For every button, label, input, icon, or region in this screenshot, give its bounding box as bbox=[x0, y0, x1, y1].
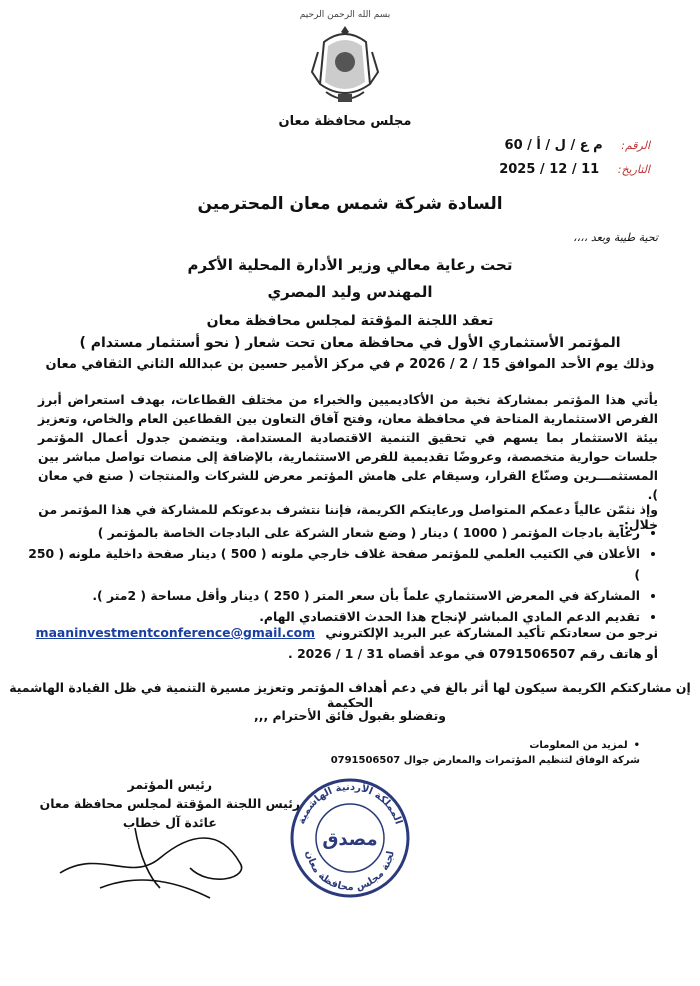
greeting: تحية طيبة وبعد ،،،، bbox=[573, 231, 658, 244]
stamp-ring-bottom: لجنة مجلس محافظة معان bbox=[303, 849, 397, 894]
patron-name: المهندس وليد المصري bbox=[267, 283, 433, 301]
option-direct-support: • تقديم الدعم المادي المباشر لإنجاح هذا الحدث الاقتصادي الهام. bbox=[20, 606, 640, 627]
reference-number-label: الرقم: bbox=[621, 139, 650, 152]
reference-block bbox=[499, 134, 650, 182]
signatory-name: عائدة آل خطاب bbox=[122, 815, 217, 830]
basmala: بسم الله الرحمن الرحيم bbox=[299, 10, 391, 20]
contact-phone-line: أو هاتف رقم 0791506507 في موعد أقصاه 31 / 1 / 2026 . bbox=[288, 646, 658, 661]
signatory-role-1: رئيس المؤتمر bbox=[127, 777, 212, 792]
contact-text: نرجو من سعادتكم تأكيد المشاركة عبر البريد الإلكتروني bbox=[325, 625, 658, 640]
contact-email-line bbox=[36, 625, 658, 640]
reference-date-label: التاريخ: bbox=[617, 163, 650, 176]
reference-date-value: 11 / 12 / 2025 bbox=[499, 162, 600, 177]
signatory-role-2: رئيس اللجنة المؤقتة لمجلس محافظة معان bbox=[39, 796, 300, 811]
reference-date-row bbox=[499, 158, 650, 182]
official-seal-stamp bbox=[280, 770, 420, 900]
jordan-coat-of-arms-icon bbox=[310, 22, 380, 112]
more-info-block bbox=[80, 738, 640, 768]
addressee: السادة شركة شمس معان المحترمين bbox=[197, 194, 503, 214]
letterhead bbox=[270, 8, 420, 129]
participation-options bbox=[20, 522, 658, 627]
option-exhibition: • المشاركة في المعرض الاستثماري علماً بأن سعر المتر ( 250 ) دينار وأقل مساحة ( 2متر ). bbox=[20, 585, 640, 606]
announcement-line-3: وذلك يوم الأحد الموافق 15 / 2 / 2026 م في مركز الأمير حسين بن عبدالله الثاني الثقافي معان bbox=[45, 357, 655, 372]
invitation-line: وإذ نثمّن عالياً دعمكم المتواصل ورعايتكم الكريمة، فإننا نتشرف بدعوتكم للمشاركة في هذا المؤتمر من خلال:- bbox=[38, 502, 658, 532]
announcement-line-1: تعقد اللجنة المؤقتة لمجلس محافظة معان bbox=[206, 313, 494, 329]
patronage-line: تحت رعاية معالي وزير الأدارة المحلية الأكرم bbox=[187, 256, 513, 274]
contact-email-link[interactable]: maaninvestmentconference@gmail.com bbox=[35, 625, 316, 640]
stamp-ring-top: المملكة الأردنية الهاشمية bbox=[296, 781, 404, 826]
reference-number-row bbox=[499, 134, 650, 158]
handwritten-signature bbox=[40, 788, 280, 908]
body-paragraph: يأتي هذا المؤتمر بمشاركة نخبة من الأكاديميين والخبراء من مختلف القطاعات، بهدف استعراض أبرز الفرص الاستثمارية المتاحة في محافظة معان، وفتح آفاق التعاون بين القطاعين العام والخاص، وتعزيز بيئة الاستثمار بما يسهم في تحقيق التنمية الاقتصادية المستدامة. ويتضمن جدول أعمال المؤتمر جلسات حوارية متخصصة، وعروضًا تقديمية للفرص الاستثمارية، بالإضافة إلى منصات تواصل مباشر بين المستثمـــرين وصنّاع القرار، وسيقام على هامش المؤتمر معرض للشركات والمنتجات ( صنع في معان ). bbox=[38, 392, 658, 502]
more-info-detail: شركة الوفاق لتنظيم المؤتمرات والمعارض جوال 0791506507 bbox=[330, 755, 640, 766]
more-info-title: لمزيد من المعلومات bbox=[529, 740, 628, 751]
option-brochure-ad: • الأعلان في الكتيب العلمي للمؤتمر صفحة غلاف خارجي ملونه ( 500 ) دينار صفحة داخلية ملونه ( 250 ) bbox=[20, 543, 640, 585]
announcement-line-2: المؤتمر الأستثماري الأول في محافظة معان تحت شعار ( نحو أستثمار مستدام ) bbox=[79, 335, 621, 351]
bullet-dot-icon: • bbox=[633, 740, 640, 751]
option-badges: • رعاية بادجات المؤتمر ( 1000 ) دينار ( وضع شعار الشركة على البادجات الخاصة بالمؤتمر ) bbox=[20, 522, 640, 543]
council-name: مجلس محافظة معان bbox=[278, 114, 412, 129]
reference-number-value: م ع / ل / أ / 60 bbox=[504, 138, 603, 153]
stamp-center-text: مصدق bbox=[322, 829, 378, 850]
closing-regards: وتفضلو بقبول فائق الأحترام ,,, bbox=[254, 708, 446, 723]
closing-line: إن مشاركتكم الكريمة سيكون لها أثر بالغ في دعم أهداف المؤتمر وتعزيز مسيرة التنمية في ظل القيادة الهاشمية الحكيمة bbox=[9, 680, 691, 710]
